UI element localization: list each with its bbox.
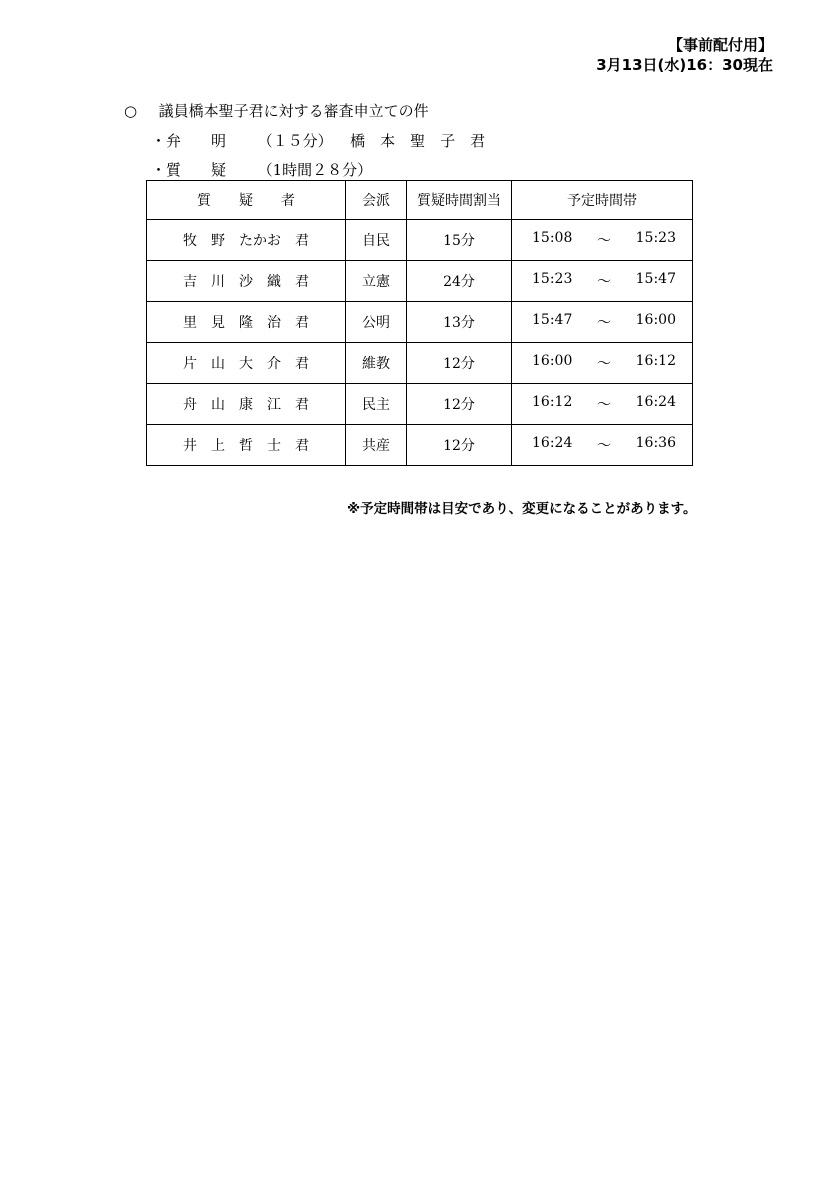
schedule-disclaimer-note: ※予定時間帯は目安であり、変更になることがあります。	[347, 501, 697, 517]
header-party: 会派	[346, 181, 407, 220]
end-time: 16:24	[635, 394, 676, 410]
time-separator: ～	[597, 397, 611, 413]
agenda-title-text: 議員橋本聖子君に対する審査申立ての件	[158, 102, 429, 120]
party-name: 民主	[346, 384, 407, 425]
end-time: 16:00	[635, 312, 676, 328]
start-time: 16:24	[532, 435, 573, 451]
scheduled-time	[512, 343, 693, 384]
agenda-item-label: ・弁 明	[151, 132, 227, 150]
time-separator: ～	[597, 356, 611, 372]
agenda-item-speaker: 橋 本 聖 子 君	[350, 132, 486, 150]
agenda-title	[124, 100, 429, 121]
table-row	[147, 220, 693, 261]
header-time-allocation: 質疑時間割当	[407, 181, 512, 220]
as-of-timestamp: 3月13日(水)16：30現在	[596, 56, 773, 74]
start-time: 15:47	[532, 312, 573, 328]
time-allocation: 13分	[407, 302, 512, 343]
header-scheduled-time: 予定時間帯	[512, 181, 693, 220]
party-name: 維教	[346, 343, 407, 384]
table-row	[147, 302, 693, 343]
agenda-item-questioning	[151, 159, 372, 180]
questioner-name: 里 見 隆 治 君	[147, 302, 346, 343]
circle-bullet-icon: ○	[124, 102, 138, 120]
questioner-name: 吉 川 沙 織 君	[147, 261, 346, 302]
end-time: 16:36	[635, 435, 676, 451]
header-questioner: 質 疑 者	[147, 181, 346, 220]
time-allocation: 12分	[407, 343, 512, 384]
party-name: 公明	[346, 302, 407, 343]
party-name: 自民	[346, 220, 407, 261]
scheduled-time	[512, 220, 693, 261]
table-row	[147, 261, 693, 302]
time-separator: ～	[597, 274, 611, 290]
questioner-name: 井 上 哲 士 君	[147, 425, 346, 466]
questioner-name: 牧 野 たかお 君	[147, 220, 346, 261]
questioner-name: 片 山 大 介 君	[147, 343, 346, 384]
scheduled-time	[512, 384, 693, 425]
time-separator: ～	[597, 315, 611, 331]
questioning-schedule-table	[146, 180, 693, 466]
table-row	[147, 384, 693, 425]
start-time: 15:23	[532, 271, 573, 287]
party-name: 立憲	[346, 261, 407, 302]
start-time: 15:08	[532, 230, 573, 246]
table-row	[147, 343, 693, 384]
table-header-row	[147, 181, 693, 220]
time-allocation: 24分	[407, 261, 512, 302]
agenda-item-duration: （1時間２８分）	[257, 161, 373, 179]
time-allocation: 15分	[407, 220, 512, 261]
scheduled-time	[512, 261, 693, 302]
agenda-item-duration: （１５分）	[257, 132, 333, 150]
agenda-item-label: ・質 疑	[151, 161, 227, 179]
time-allocation: 12分	[407, 384, 512, 425]
end-time: 16:12	[635, 353, 676, 369]
table-row	[147, 425, 693, 466]
questioner-name: 舟 山 康 江 君	[147, 384, 346, 425]
start-time: 16:00	[532, 353, 573, 369]
scheduled-time	[512, 425, 693, 466]
time-allocation: 12分	[407, 425, 512, 466]
time-separator: ～	[597, 438, 611, 454]
scheduled-time	[512, 302, 693, 343]
end-time: 15:23	[635, 230, 676, 246]
time-separator: ～	[597, 233, 611, 249]
agenda-item-explanation	[151, 130, 485, 151]
start-time: 16:12	[532, 394, 573, 410]
party-name: 共産	[346, 425, 407, 466]
document-type-label: 【事前配付用】	[667, 36, 773, 54]
end-time: 15:47	[635, 271, 676, 287]
